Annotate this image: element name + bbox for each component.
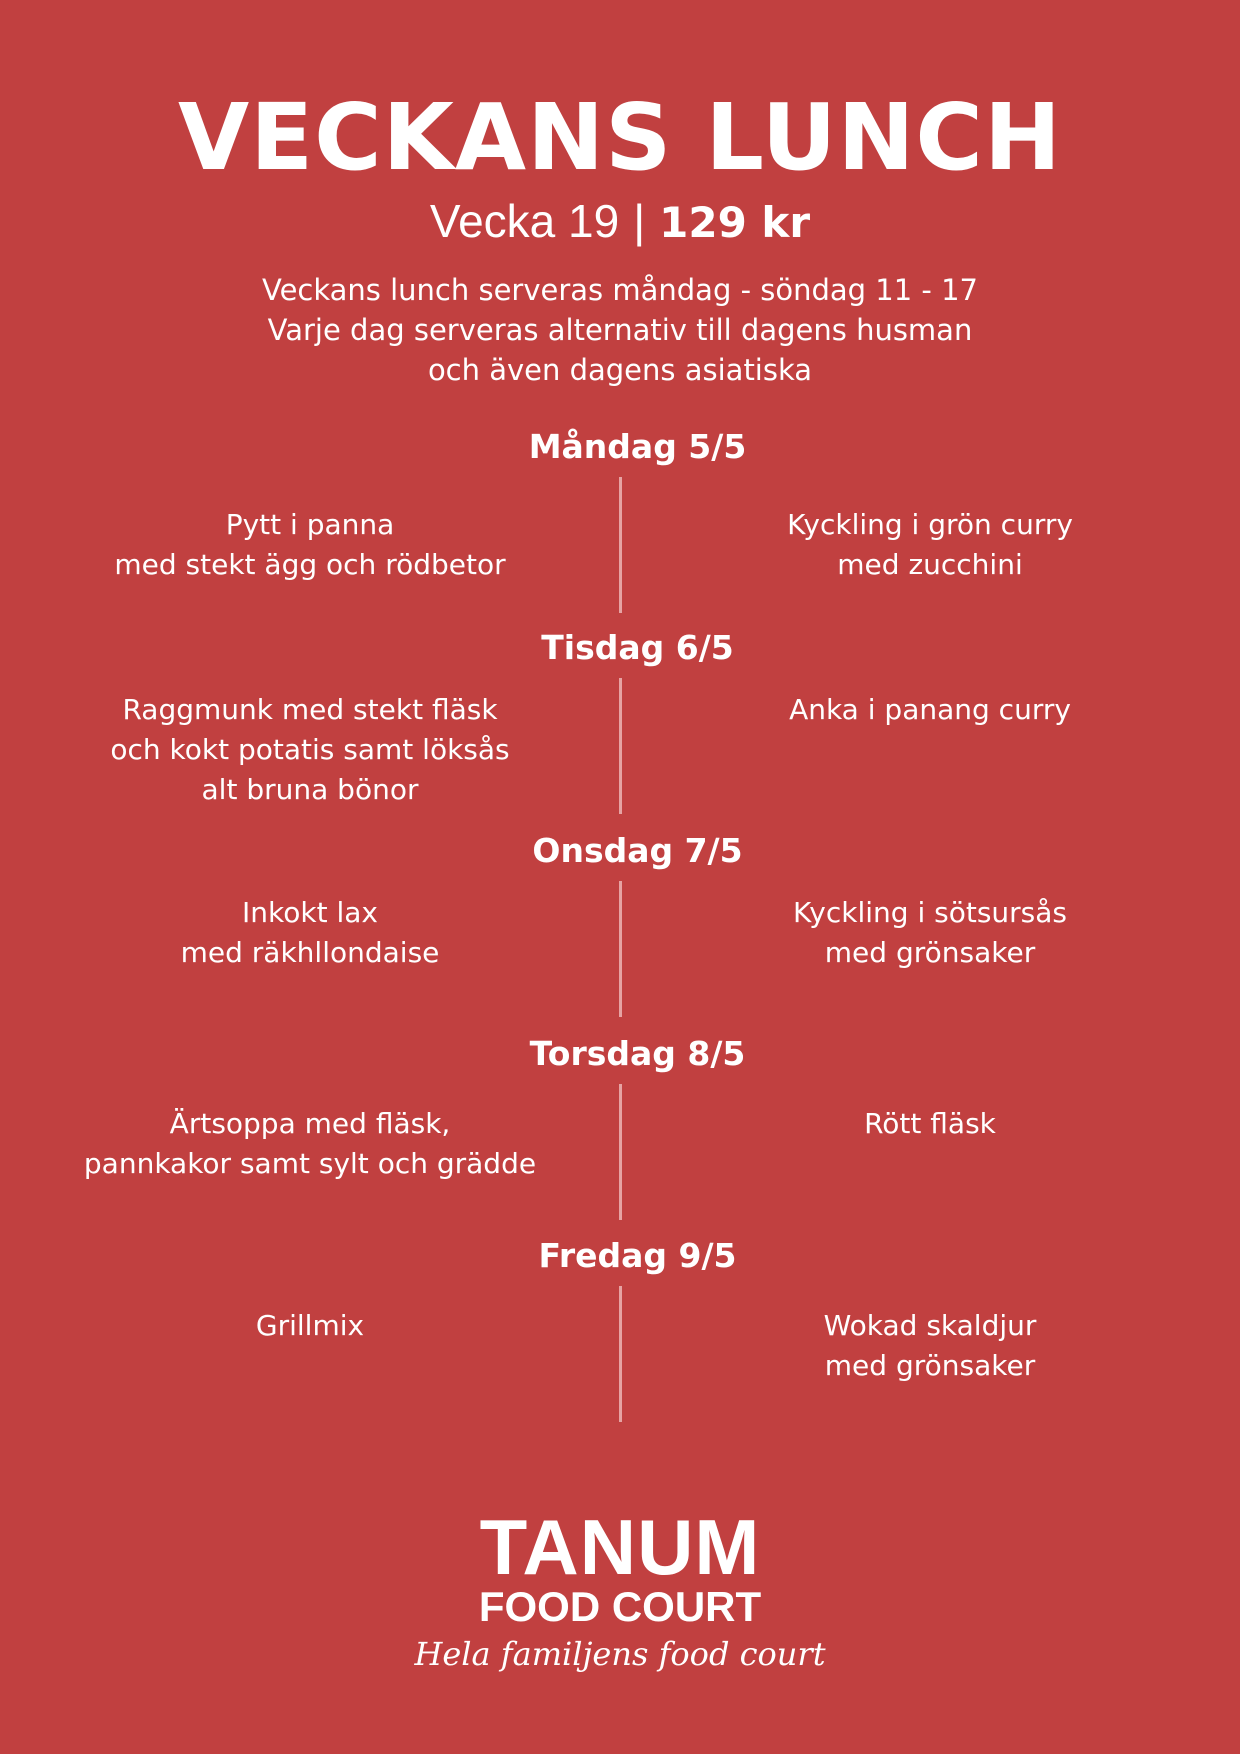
day-heading: Måndag 5/5 [528, 427, 747, 466]
day-heading: Onsdag 7/5 [532, 831, 743, 870]
asian-dish [650, 1306, 1210, 1386]
brand-logo [0, 1503, 1240, 1676]
husman-dish [30, 893, 590, 973]
asian-dish [650, 505, 1210, 585]
dish-line: Anka i panang curry [789, 693, 1071, 726]
intro-line: Veckans lunch serveras måndag - söndag 11 - 17 [261, 273, 979, 307]
intro-text [0, 270, 1240, 390]
husman-dish [30, 690, 590, 810]
day-heading: Torsdag 8/5 [529, 1034, 746, 1073]
asian-dish [650, 1104, 1210, 1144]
column-divider [619, 477, 622, 613]
dish-line: Kyckling i sötsursås [792, 896, 1068, 929]
column-divider [619, 678, 622, 814]
dish-line: Grillmix [255, 1309, 365, 1342]
dish-line: med zucchini [837, 548, 1023, 581]
dish-line: Wokad skaldjur [823, 1309, 1037, 1342]
husman-dish [30, 505, 590, 585]
dish-line: Pytt i panna [225, 508, 395, 541]
dish-line: och kokt potatis samt löksås [110, 733, 510, 766]
week-label: Vecka 19 [429, 195, 620, 247]
logo-tagline: Hela familjens food court [414, 1635, 826, 1673]
intro-line: och även dagens asiatiska [427, 353, 813, 387]
column-divider [619, 1084, 622, 1220]
dish-line: Ärtsoppa med fläsk, [169, 1107, 451, 1140]
intro-line: Varje dag serveras alternativ till dagens husman [267, 313, 973, 347]
dish-line: Raggmunk med stekt fläsk [122, 693, 498, 726]
husman-dish [30, 1306, 590, 1346]
asian-dish [650, 893, 1210, 973]
logo-name: TANUM [479, 1503, 761, 1591]
dish-line: med räkhllondaise [180, 936, 440, 969]
husman-dish [20, 1104, 600, 1184]
dish-line: pannkakor samt sylt och grädde [83, 1147, 537, 1180]
dish-line: alt bruna bönor [201, 773, 419, 806]
dish-line: Rött fläsk [864, 1107, 996, 1140]
separator: | [633, 195, 646, 247]
column-divider [619, 881, 622, 1017]
day-heading: Tisdag 6/5 [541, 628, 734, 667]
asian-dish [650, 690, 1210, 730]
dish-line: med stekt ägg och rödbetor [114, 548, 506, 581]
day-heading: Fredag 9/5 [538, 1236, 737, 1275]
column-divider [619, 1286, 622, 1422]
dish-line: med grönsaker [824, 936, 1036, 969]
dish-line: med grönsaker [824, 1349, 1036, 1382]
dish-line: Inkokt lax [242, 896, 378, 929]
logo-subtitle: FOOD COURT [478, 1583, 762, 1630]
price-label: 129 kr [659, 198, 811, 247]
page-title: VECKANS LUNCH [178, 84, 1062, 191]
week-price-line [0, 196, 1240, 248]
dish-line: Kyckling i grön curry [787, 508, 1073, 541]
